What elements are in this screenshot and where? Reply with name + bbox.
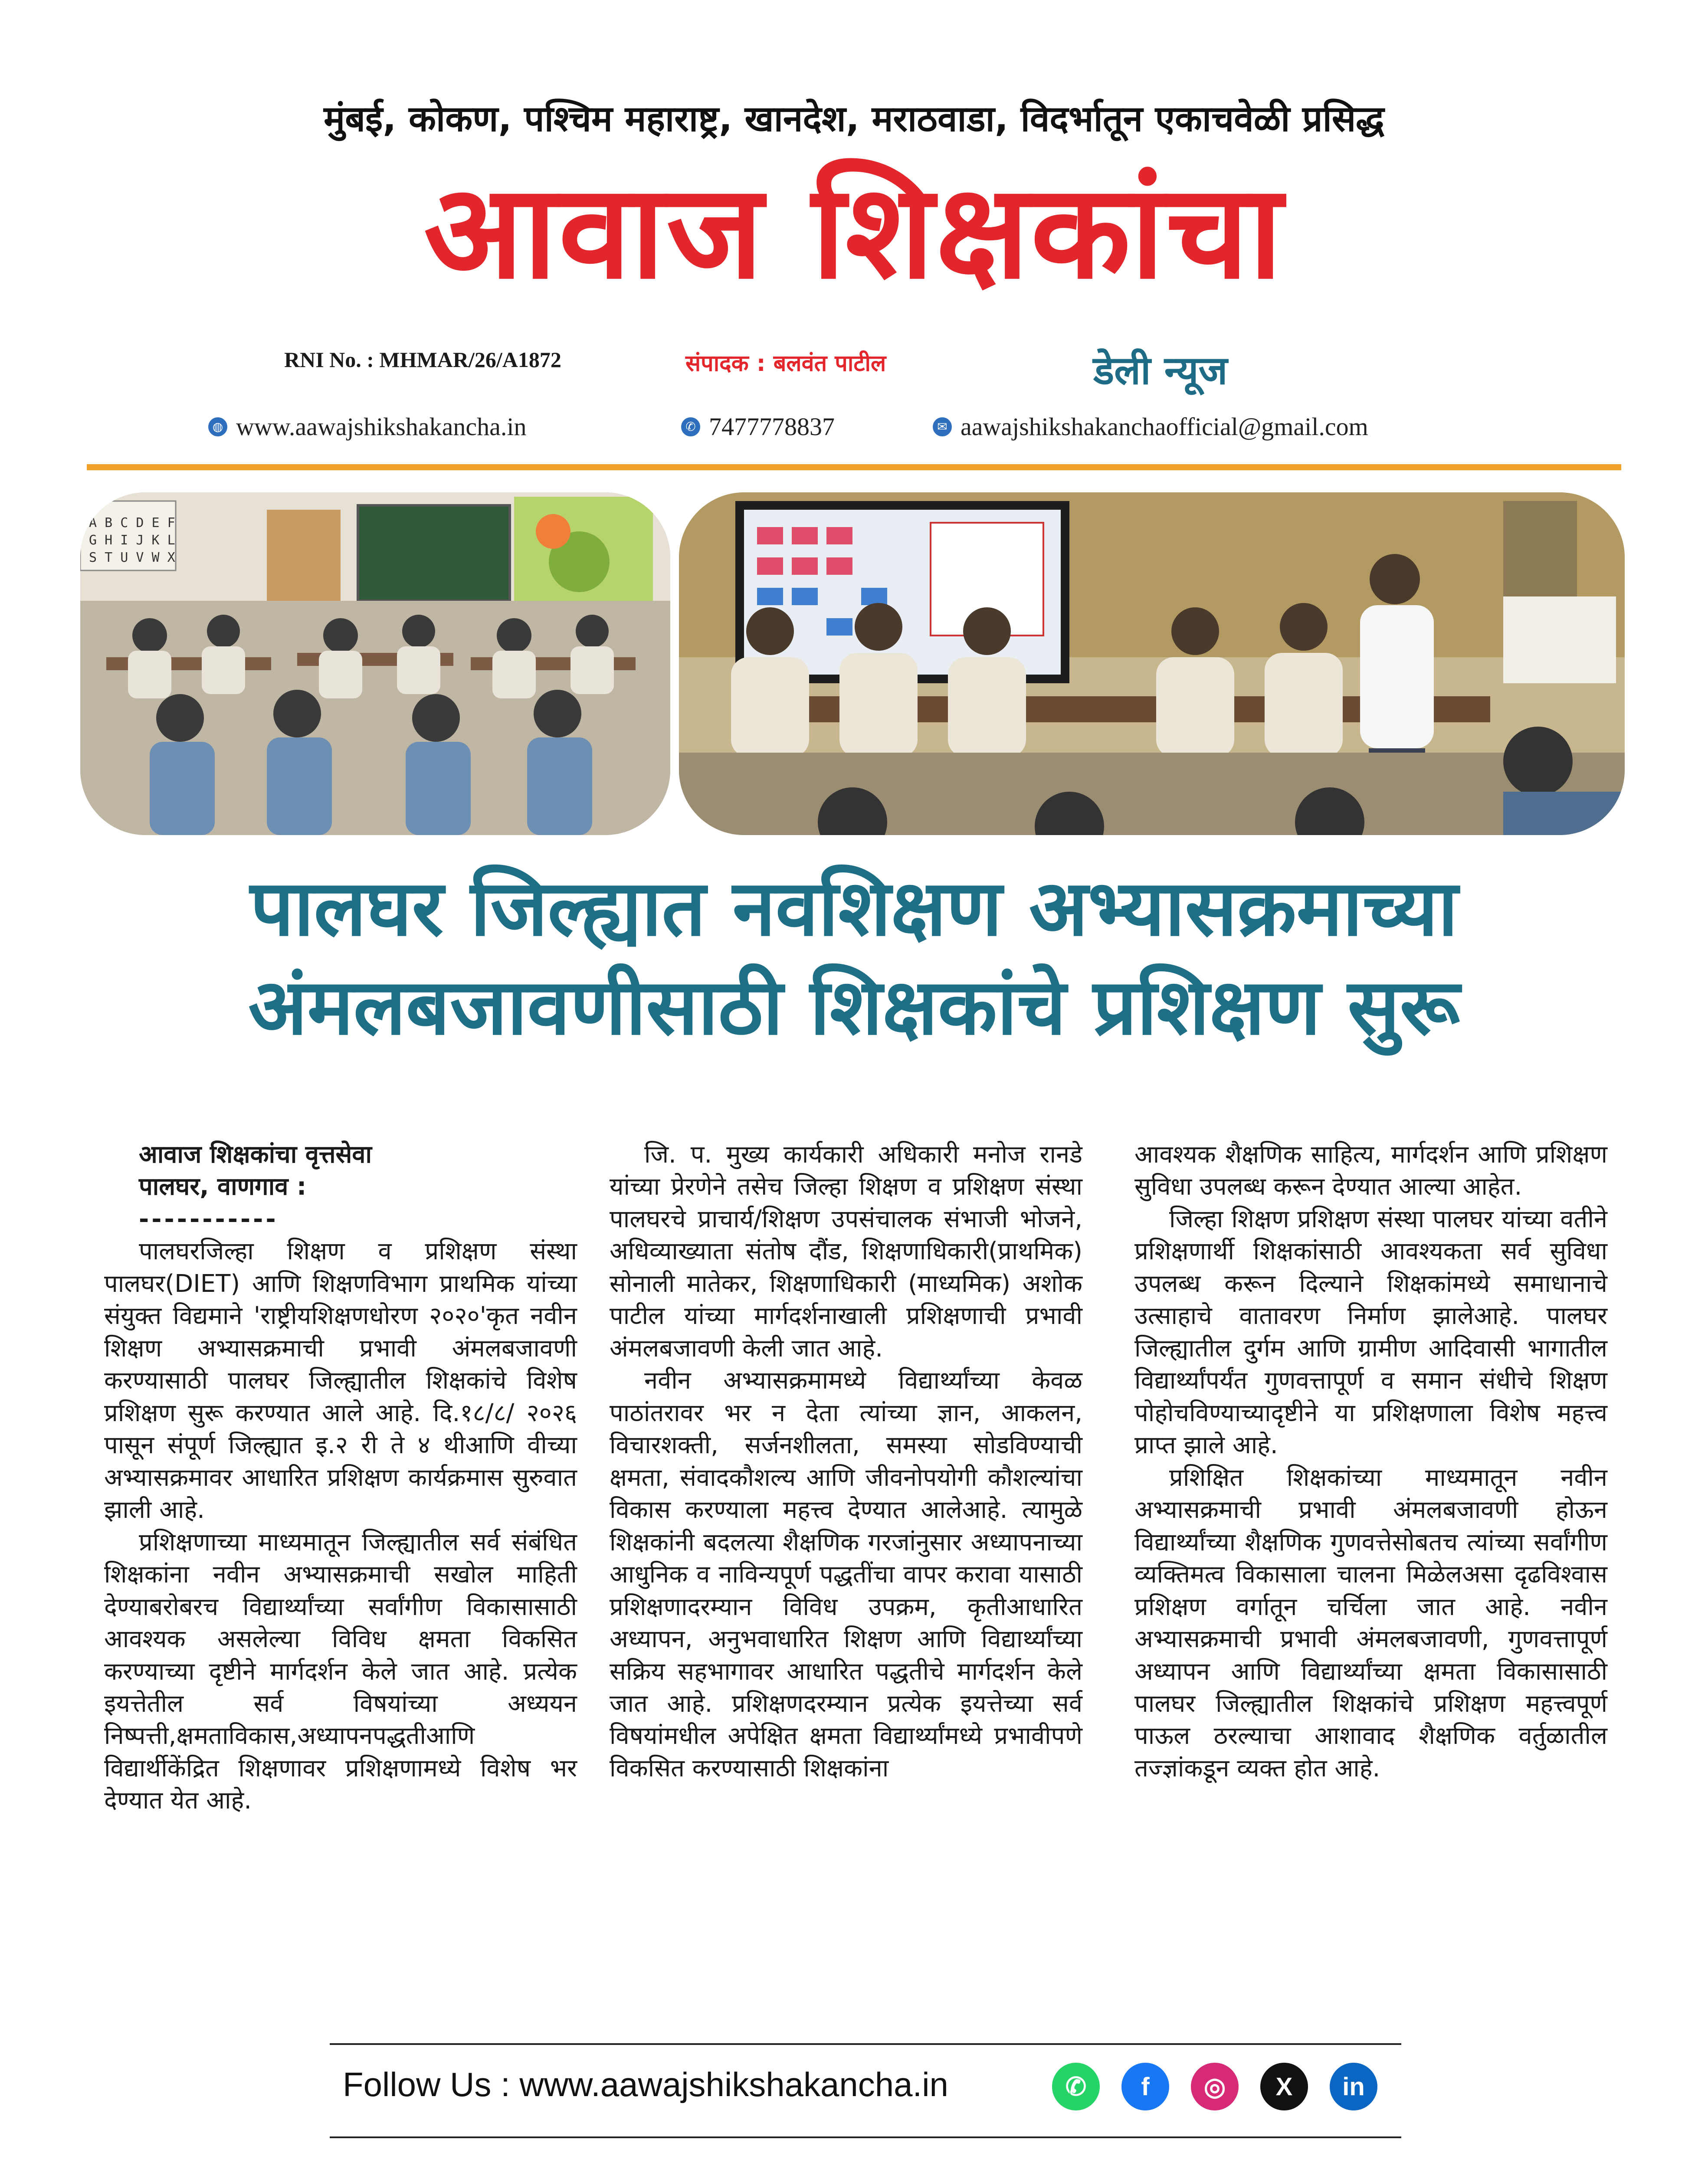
paragraph: आवश्यक शैक्षणिक साहित्य, मार्गदर्शन आणि प्रशिक्षण सुविधा उपलब्ध करून देण्यात आल्या आहेत. [1134,1140,1607,1201]
instagram-icon[interactable]: ◎ [1191,2063,1239,2110]
edition-label: डेली न्यूज [1093,348,1228,393]
separator: ----------- [139,1205,279,1233]
email-text: aawajshikshakanchaofficial@gmail.com [961,413,1368,441]
editor-name: संपादक : बलवंत पाटील [685,351,886,377]
rni-number: RNI No. : MHMAR/26/A1872 [284,347,561,372]
dateline: पालघर, वाणगाव : [139,1173,307,1201]
phone-contact[interactable] [681,412,835,441]
main-headline [0,859,1708,1057]
headline-line-1: पालघर जिल्ह्यात नवशिक्षण अभ्यासक्रमाच्या [250,863,1458,953]
article-column-1 [104,1139,577,1817]
whatsapp-icon[interactable]: ✆ [1052,2063,1100,2110]
phone-text: 7477778837 [709,413,835,441]
facebook-icon[interactable]: f [1121,2063,1169,2110]
paragraph: प्रशिक्षित शिक्षकांच्या माध्यमातून नवीन अभ्यासक्रमाची प्रभावी अंमलबजावणी होऊन विद्यार्थ्यांच्या शैक्षणिक गुणवत्तेसोबतच त्यांच्या सर्वांगीण व्यक्तिमत्व विकासाला चालना मिळेलअसा दृढविश्वास प्रशिक्षण वर्गातून चर्चिला जात आहे. नवीन अभ्यासक्रमाची प्रभावी अंमलबजावणी, गुणवत्तापूर्ण अध्यापन आणि विद्यार्थ्यांच्या क्षमता विकासासाठी पालघर जिल्ह्यातील शिक्षकांचे प्रशिक्षण महत्त्वपूर्ण पाऊल ठरल्याचा आशावाद शैक्षणिक वर्तुळातील तज्ज्ञांकडून व्यक्त होत आहे. [1134,1463,1607,1782]
footer-top-rule [330,2043,1401,2045]
paragraph: जिल्हा शिक्षण प्रशिक्षण संस्था पालघर यांच्या वतीने प्रशिक्षणार्थी शिक्षकांसाठी आवश्यकता सर्व सुविधा उपलब्ध करून दिल्याने शिक्षकांमध्ये समाधानाचे उत्साहाचे वातावरण निर्माण झालेआहे. पालघर जिल्ह्यातील दुर्गम आणि ग्रामीण आदिवासी भागातील विद्यार्थ्यांपर्यंत गुणवत्तापूर्ण व समान संधीचे शिक्षण पोहोचविण्याच्यादृष्टीने या प्रशिक्षणाला विशेष महत्त्व प्राप्त झाले आहे. [1134,1205,1607,1460]
email-contact[interactable] [933,412,1368,441]
follow-us-text[interactable]: Follow Us : www.aawajshikshakancha.in [343,2065,948,2103]
svg-text:A B C D E F: A B C D E F [89,515,175,531]
article-column-2 [610,1139,1082,1785]
paragraph: प्रशिक्षणाच्या माध्यमातून जिल्ह्यातील सर्व संबंधित शिक्षकांना नवीन अभ्यासक्रमाची सखोल माहिती देण्याबरोबरच विद्यार्थ्यांच्या सर्वांगीण विकासासाठी आवश्यक असलेल्या विविध क्षमता विकसित करण्याच्या दृष्टीने मार्गदर्शन केले जात आहे. प्रत्येक इयत्तेतील सर्व विषयांच्या अध्ययन निष्पत्ती,क्षमताविकास,अध्यापनपद्धतीआणि विद्यार्थीकेंद्रित शिक्षणावर प्रशिक्षणामध्ये विशेष भर देण्यात येत आहे. [104,1528,577,1815]
classroom-photo [80,492,670,835]
globe-icon: ◍ [208,417,227,436]
svg-text:G H I J K L: G H I J K L [89,533,175,548]
paragraph: जि. प. मुख्य कार्यकारी अधिकारी मनोज रानडे यांच्या प्रेरणेने तसेच जिल्हा शिक्षण व प्रशिक्षण संस्था पालघरचे प्राचार्य/शिक्षण उपसंचालक संभाजी भोजने, अधिव्याख्याता संतोष दौंड, शिक्षणाधिकारी(प्राथमिक) सोनाली मातेकर, शिक्षणाधिकारी (माध्यमिक) अशोक पाटील यांच्या मार्गदर्शनाखाली प्रशिक्षणाची प्रभावी अंमलबजावणी केली जात आहे. [610,1140,1082,1363]
headline-line-2: अंमलबजावणीसाठी शिक्षकांचे प्रशिक्षण सुरू [248,962,1460,1052]
newspaper-title: आवाज शिक्षकांचा [423,156,1285,308]
news-source: आवाज शिक्षकांचा वृत्तसेवा [139,1140,372,1169]
website-contact[interactable] [208,412,526,441]
mail-icon: ✉ [933,417,952,436]
x-icon[interactable]: X [1260,2063,1308,2110]
svg-text:S T U V W X: S T U V W X [89,550,175,565]
paragraph: नवीन अभ्यासक्रमामध्ये विद्यार्थ्यांच्या केवळ पाठांतरावर भर न देता त्यांच्या ज्ञान, आकलन, विचारशक्ती, सर्जनशीलता, समस्या सोडविण्याची क्षमता, संवादकौशल्य आणि जीवनोपयोगी कौशल्यांचा विकास करण्याला महत्त्व देण्यात आलेआहे. त्यामुळे शिक्षकांनी बदलत्या शैक्षणिक गरजांनुसार अध्यापनाच्या आधुनिक व नाविन्यपूर्ण पद्धतींचा वापर करावा यासाठी प्रशिक्षणादरम्यान विविध उपक्रम, कृतीआधारित अध्यापन, अनुभवाधारित शिक्षण आणि विद्यार्थ्यांच्या सक्रिय सहभागावर आधारित पद्धतीचे मार्गदर्शन केले जात आहे. प्रशिक्षणदरम्यान प्रत्येक इयत्तेच्या सर्व विषयांमधील अपेक्षित क्षमता विद्यार्थ्यांमध्ये प्रभावीपणे विकसित करण्यासाठी शिक्षकांना [610,1366,1082,1782]
training-session-photo [679,492,1625,835]
linkedin-icon[interactable]: in [1330,2063,1377,2110]
footer-bottom-rule [330,2136,1401,2138]
header-divider [87,464,1621,470]
paragraph: पालघरजिल्हा शिक्षण व प्रशिक्षण संस्था पालघर(DIET) आणि शिक्षणविभाग प्राथमिक यांच्या संयुक्त विद्यमाने 'राष्ट्रीयशिक्षणधोरण २०२०'कृत नवीन शिक्षण अभ्यासक्रमाची प्रभावी अंमलबजावणी करण्यासाठी पालघर जिल्ह्यातील शिक्षकांचे विशेष प्रशिक्षण सुरू करण्यात आले आहे. दि.१८/८/ २०२६ पासून संपूर्ण जिल्ह्यात इ.२ री ते ४ थीआणि वीच्या अभ्यासक्रमावर आधारित प्रशिक्षण कार्यक्रमास सुरुवात झाली आहे. [104,1237,577,1524]
article-column-3 [1134,1139,1607,1785]
masthead-tagline: मुंबई, कोकण, पश्चिम महाराष्ट्र, खानदेश, मराठवाडा, विदर्भातून एकाचवेळी प्रसिद्ध [324,98,1384,140]
website-text: www.aawajshikshakancha.in [236,413,527,441]
phone-icon: ✆ [681,417,700,436]
